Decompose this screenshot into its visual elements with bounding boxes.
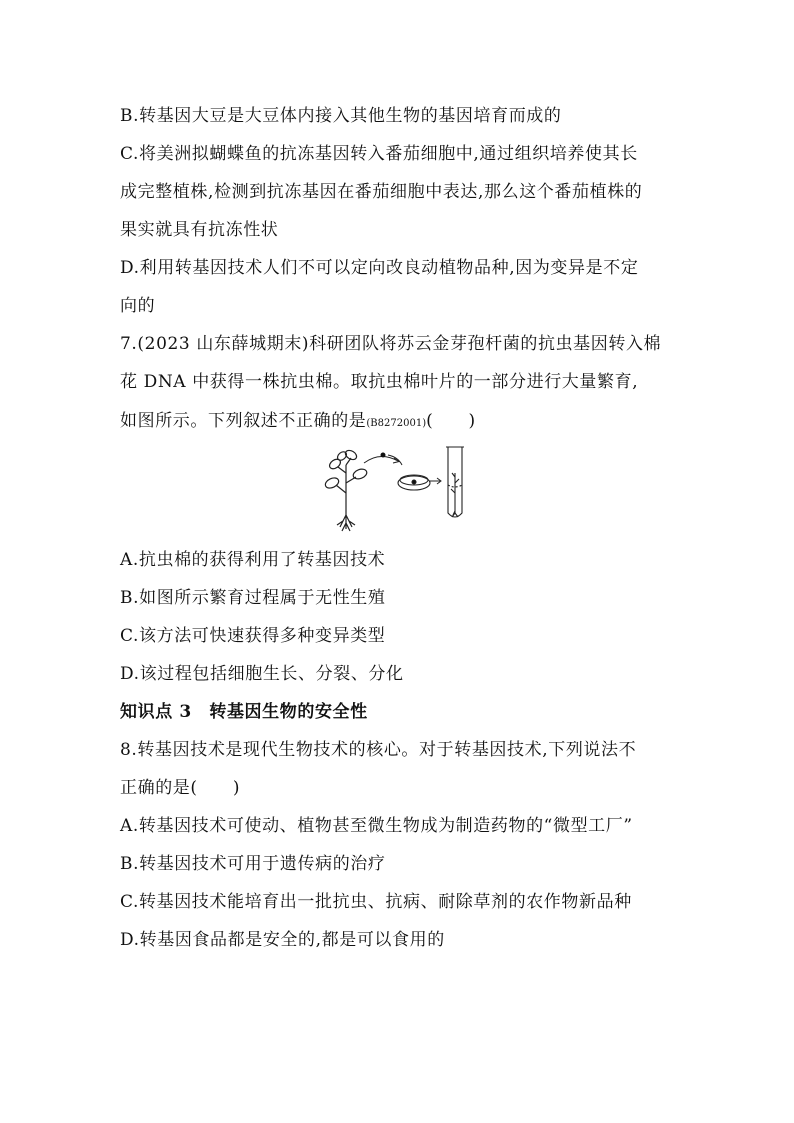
q7-option-b: B.如图所示繁育过程属于无性生殖	[120, 588, 386, 608]
test-tube-icon	[446, 447, 464, 517]
q8-stem-line2: 正确的是( )	[120, 778, 241, 798]
q6-option-b: B.转基因大豆是大豆体内接入其他生物的基因培育而成的	[120, 106, 562, 126]
section-heading: 知识点 3 转基因生物的安全性	[120, 702, 368, 722]
q6-option-c-line2: 成完整植株,检测到抗冻基因在番茄细胞中表达,那么这个番茄植株的	[120, 182, 643, 202]
arrow-icon	[364, 456, 398, 463]
q8-option-a: A.转基因技术可使动、植物甚至微生物成为制造药物的“微型工厂”	[120, 816, 633, 836]
q6-option-c-line1: C.将美洲拟蝴蝶鱼的抗冻基因转入番茄细胞中,通过组织培养使其长	[120, 144, 638, 164]
q7-stem-line3	[120, 410, 476, 435]
cotton-plant-icon	[324, 449, 368, 531]
q7-stem-line2: 花 DNA 中获得一株抗虫棉。取抗虫棉叶片的一部分进行大量繁育,	[120, 372, 639, 392]
q8-stem-line1: 8.转基因技术是现代生物技术的核心。对于转基因技术,下列说法不	[120, 740, 637, 760]
q7-option-a: A.抗虫棉的获得利用了转基因技术	[120, 550, 386, 570]
q7-stem-text: 如图所示。下列叙述不正确的是	[120, 411, 367, 431]
q8-option-b: B.转基因技术可用于遗传病的治疗	[120, 854, 386, 874]
petri-dish-icon	[398, 475, 430, 490]
q8-option-d: D.转基因食品都是安全的,都是可以食用的	[120, 930, 445, 950]
q7-answer-blank: ( )	[426, 411, 476, 431]
q6-option-d-line1: D.利用转基因技术人们不可以定向改良动植物品种,因为变异是不定	[120, 258, 639, 278]
q7-option-d: D.该过程包括细胞生长、分裂、分化	[120, 664, 404, 684]
q7-option-c: C.该方法可快速获得多种变异类型	[120, 626, 386, 646]
q6-option-d-line2: 向的	[120, 296, 156, 316]
q7-question-id: (B8272001)	[366, 418, 427, 429]
propagation-figure	[322, 443, 472, 535]
q6-option-c-line3: 果实就具有抗冻性状	[120, 220, 279, 240]
q8-option-c: C.转基因技术能培育出一批抗虫、抗病、耐除草剂的农作物新品种	[120, 892, 632, 912]
q7-stem-line1: 7.(2023 山东薛城期末)科研团队将苏云金芽孢杆菌的抗虫基因转入棉	[120, 334, 662, 354]
